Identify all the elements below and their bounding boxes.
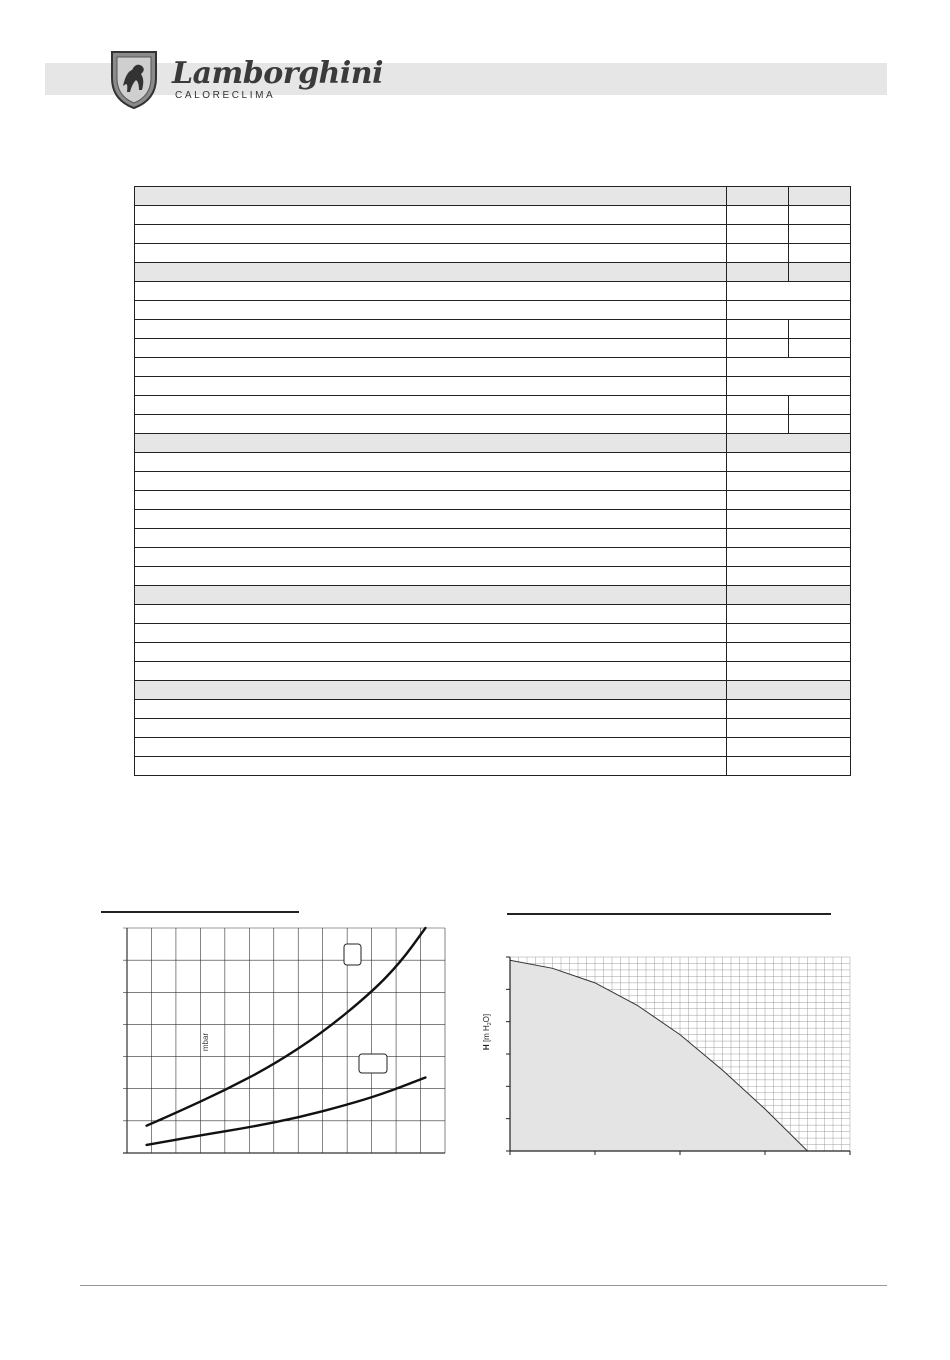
table-value-cell	[727, 586, 851, 605]
table-label-cell	[135, 396, 727, 415]
table-label-cell	[135, 225, 727, 244]
table-label-cell	[135, 282, 727, 301]
table-value-cell	[727, 453, 851, 472]
table-label-cell	[135, 358, 727, 377]
right-chart-ylabel: H [m $H_2O$]	[482, 1013, 493, 1051]
table-row	[135, 320, 851, 339]
table-value-cell-a	[727, 187, 789, 206]
brand-name: Lamborghini	[172, 56, 383, 91]
series-label-box-upper	[344, 944, 361, 965]
table-value-cell	[727, 358, 851, 377]
table-label-cell	[135, 662, 727, 681]
series-line-upper	[147, 928, 426, 1126]
table-row	[135, 472, 851, 491]
table-row	[135, 206, 851, 225]
table-row	[135, 396, 851, 415]
pump-curve-fill	[510, 960, 808, 1151]
table-row	[135, 567, 851, 586]
table-row	[135, 529, 851, 548]
table-row	[135, 244, 851, 263]
specification-table	[134, 186, 851, 776]
chart-right-title-rule	[507, 913, 831, 915]
table-label-cell	[135, 605, 727, 624]
table-value-cell-b	[789, 187, 851, 206]
table-value-cell-a	[727, 263, 789, 282]
table-label-cell	[135, 377, 727, 396]
table-value-cell	[727, 491, 851, 510]
footer-rule	[80, 1285, 887, 1286]
table-value-cell-a	[727, 396, 789, 415]
table-value-cell-a	[727, 415, 789, 434]
table-value-cell-b	[789, 206, 851, 225]
table-value-cell	[727, 757, 851, 776]
table-row	[135, 643, 851, 662]
table-label-cell	[135, 529, 727, 548]
table-label-cell	[135, 434, 727, 453]
table-label-cell	[135, 206, 727, 225]
table-label-cell	[135, 567, 727, 586]
table-value-cell	[727, 510, 851, 529]
table-value-cell	[727, 434, 851, 453]
table-value-cell	[727, 567, 851, 586]
table-label-cell	[135, 244, 727, 263]
lamborghini-shield-logo	[108, 48, 160, 110]
table-label-cell	[135, 719, 727, 738]
table-value-cell	[727, 472, 851, 491]
table-label-cell	[135, 624, 727, 643]
table-row	[135, 757, 851, 776]
table-row	[135, 225, 851, 244]
table-row	[135, 282, 851, 301]
pump-head-area	[510, 960, 808, 1151]
table-row	[135, 719, 851, 738]
table-label-cell	[135, 643, 727, 662]
table-label-cell	[135, 453, 727, 472]
table-label-cell	[135, 472, 727, 491]
table-value-cell-a	[727, 244, 789, 263]
table-value-cell-a	[727, 320, 789, 339]
series-label-box-lower	[359, 1054, 387, 1073]
table-row	[135, 738, 851, 757]
table-value-cell-b	[789, 225, 851, 244]
table-value-cell	[727, 700, 851, 719]
table-value-cell	[727, 377, 851, 396]
left-chart-ylabel: mbar	[201, 1032, 210, 1052]
table-value-cell	[727, 282, 851, 301]
table-label-cell	[135, 187, 727, 206]
table-label-cell	[135, 510, 727, 529]
table-row	[135, 377, 851, 396]
table-row	[135, 358, 851, 377]
table-value-cell	[727, 605, 851, 624]
table-label-cell	[135, 548, 727, 567]
table-section-row	[135, 434, 851, 453]
table-value-cell	[727, 548, 851, 567]
table-value-cell-a	[727, 206, 789, 225]
table-label-cell	[135, 301, 727, 320]
table-value-cell-a	[727, 225, 789, 244]
table-label-cell	[135, 757, 727, 776]
table-value-cell-b	[789, 263, 851, 282]
table-value-cell	[727, 624, 851, 643]
table-row	[135, 415, 851, 434]
table-label-cell	[135, 681, 727, 700]
table-label-cell	[135, 339, 727, 358]
table-label-cell	[135, 738, 727, 757]
table-label-cell	[135, 263, 727, 282]
table-value-cell	[727, 643, 851, 662]
table-row	[135, 491, 851, 510]
table-value-cell	[727, 301, 851, 320]
brand-subtitle: CALORECLIMA	[175, 90, 276, 101]
table-value-cell	[727, 719, 851, 738]
table-value-cell-a	[727, 339, 789, 358]
table-row	[135, 453, 851, 472]
table-value-cell-b	[789, 396, 851, 415]
pressure-drop-series	[147, 928, 426, 1145]
chart-left-title-rule	[101, 911, 299, 913]
table-row	[135, 700, 851, 719]
table-value-cell	[727, 529, 851, 548]
pump-head-chart	[470, 945, 870, 1170]
table-section-row	[135, 586, 851, 605]
table-label-cell	[135, 491, 727, 510]
pressure-drop-chart	[100, 920, 460, 1170]
table-row	[135, 624, 851, 643]
table-value-cell	[727, 738, 851, 757]
table-row	[135, 339, 851, 358]
table-label-cell	[135, 415, 727, 434]
table-value-cell-b	[789, 415, 851, 434]
table-section-row	[135, 681, 851, 700]
table-row	[135, 548, 851, 567]
table-label-cell	[135, 586, 727, 605]
table-value-cell	[727, 662, 851, 681]
table-value-cell-b	[789, 339, 851, 358]
table-value-cell	[727, 681, 851, 700]
table-section-row	[135, 263, 851, 282]
table-row	[135, 510, 851, 529]
table-value-cell-b	[789, 244, 851, 263]
table-section-row	[135, 187, 851, 206]
table-label-cell	[135, 700, 727, 719]
table-row	[135, 301, 851, 320]
table-row	[135, 662, 851, 681]
table-row	[135, 605, 851, 624]
table-value-cell-b	[789, 320, 851, 339]
table-label-cell	[135, 320, 727, 339]
series-line-lower	[147, 1077, 426, 1145]
